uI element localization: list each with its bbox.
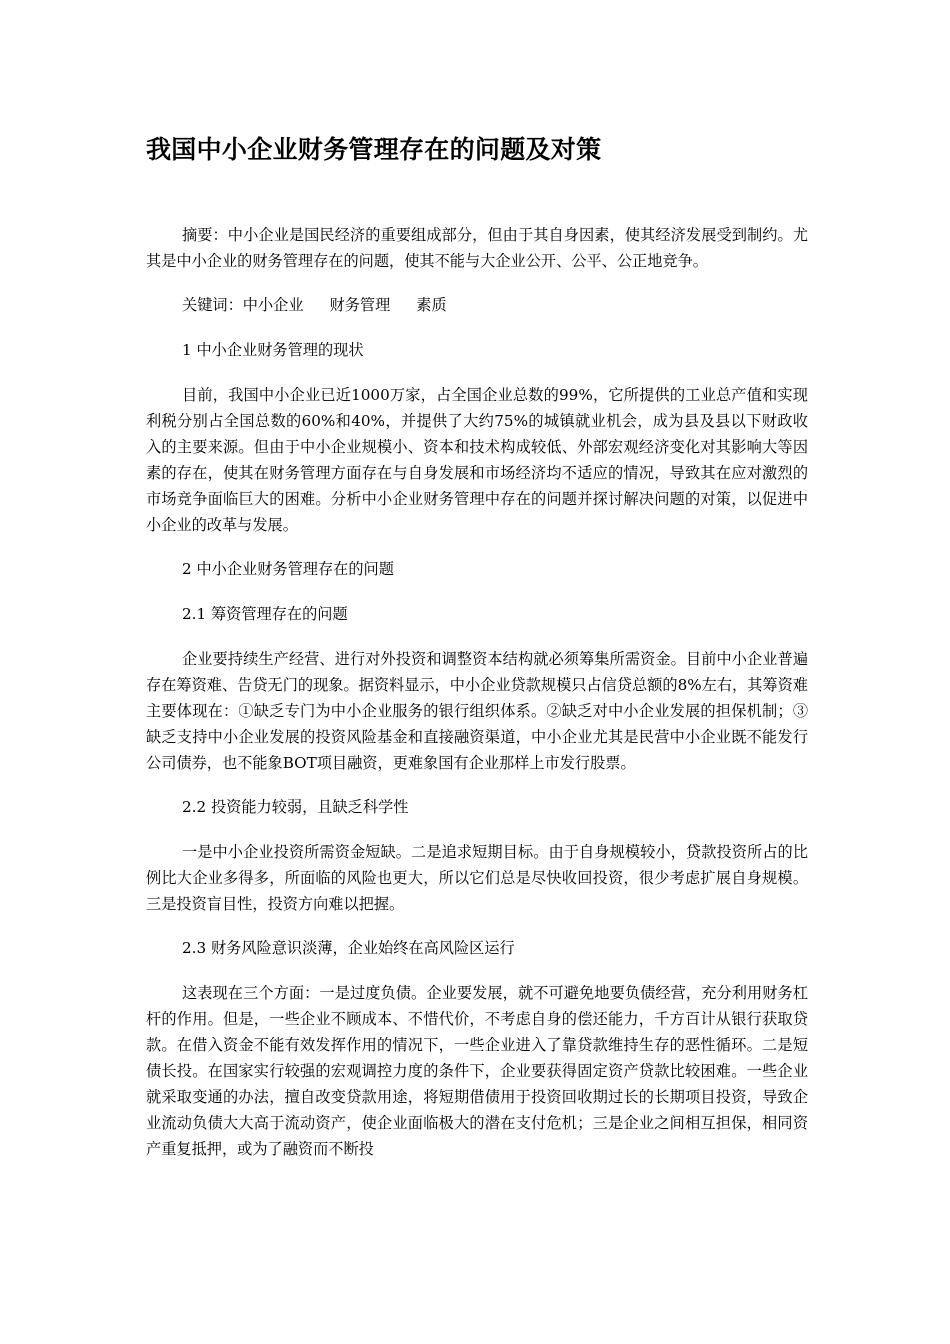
body-paragraph: 一是中小企业投资所需资金短缺。二是追求短期目标。由于自身规模较小，贷款投资所占的比例比大企业多得多，所面临的风险也更大，所以它们总是尽快收回投资，很少考虑扩展自身规模。三是投资盲目性，投资方向难以把握。: [146, 843, 808, 913]
subsection-heading: 2.2 投资能力较弱，且缺乏科学性: [182, 798, 409, 816]
document-title: 我国中小企业财务管理存在的问题及对策: [146, 135, 602, 164]
section-heading: 2 中小企业财务管理存在的问题: [182, 560, 394, 578]
subsection-heading: 2.1 筹资管理存在的问题: [182, 605, 348, 623]
keyword: 中小企业: [242, 296, 304, 314]
body-paragraph: 这表现在三个方面：一是过度负债。企业要发展，就不可避免地要负债经营，充分利用财务杠杆的作用。但是，一些企业不顾成本、不惜代价，不考虑自身的偿还能力，千方百计从银行获取贷款。在借入资金不能有效发挥作用的情况下，一些企业进入了靠贷款维持生存的恶性循环。二是短债长投。在国家实行较强的宏观调控力度的条件下，企业要获得固定资产贷款比较困难。一些企业就采取变通的办法，擅自改变贷款用途，将短期借债用于投资回收期过长的长期项目投资，导致企业流动负债大大高于流动资产，使企业面临极大的潜在支付危机；三是企业之间相互担保，相同资产重复抵押，或为了融资而不断投: [146, 984, 808, 1158]
keywords-line: [146, 292, 808, 318]
body-paragraph: 企业要持续生产经营、进行对外投资和调整资本结构就必须筹集所需资金。目前中小企业普遍存在筹资难、告贷无门的现象。据资料显示，中小企业贷款规模只占信贷总额的8%左右，其筹资难主要体现在：①缺乏专门为中小企业服务的银行组织体系。②缺乏对中小企业发展的担保机制；③缺乏支持中小企业发展的投资风险基金和直接融资渠道，中小企业尤其是民营中小企业既不能发行公司债券，也不能象BOT项目融资，更难象国有企业那样上市发行股票。: [146, 650, 808, 772]
keyword: 财务管理: [329, 296, 391, 314]
subsection-heading: 2.3 财务风险意识淡薄，企业始终在高风险区运行: [182, 939, 515, 957]
abstract-paragraph: 摘要：中小企业是国民经济的重要组成部分，但由于其自身因素，使其经济发展受到制约。尤其是中小企业的财务管理存在的问题，使其不能与大企业公开、公平、公正地竞争。: [146, 226, 808, 270]
body-paragraph: 目前，我国中小企业已近1000万家，占全国企业总数的99%，它所提供的工业总产值和实现利税分别占全国总数的60%和40%，并提供了大约75%的城镇就业机会，成为县及县以下财政收入的主要来源。但由于中小企业规模小、资本和技术构成较低、外部宏观经济变化对其影响大等因素的存在，使其在财务管理方面存在与自身发展和市场经济均不适应的情况，导致其在应对激烈的市场竞争面临巨大的困难。分析中小企业财务管理中存在的问题并探讨解决问题的对策，以促进中小企业的改革与发展。: [146, 386, 808, 534]
keywords-label: 关键词：: [182, 296, 243, 314]
keyword: 素质: [416, 296, 447, 314]
document-body: [146, 222, 808, 1180]
section-heading: 1 中小企业财务管理的现状: [182, 341, 364, 359]
